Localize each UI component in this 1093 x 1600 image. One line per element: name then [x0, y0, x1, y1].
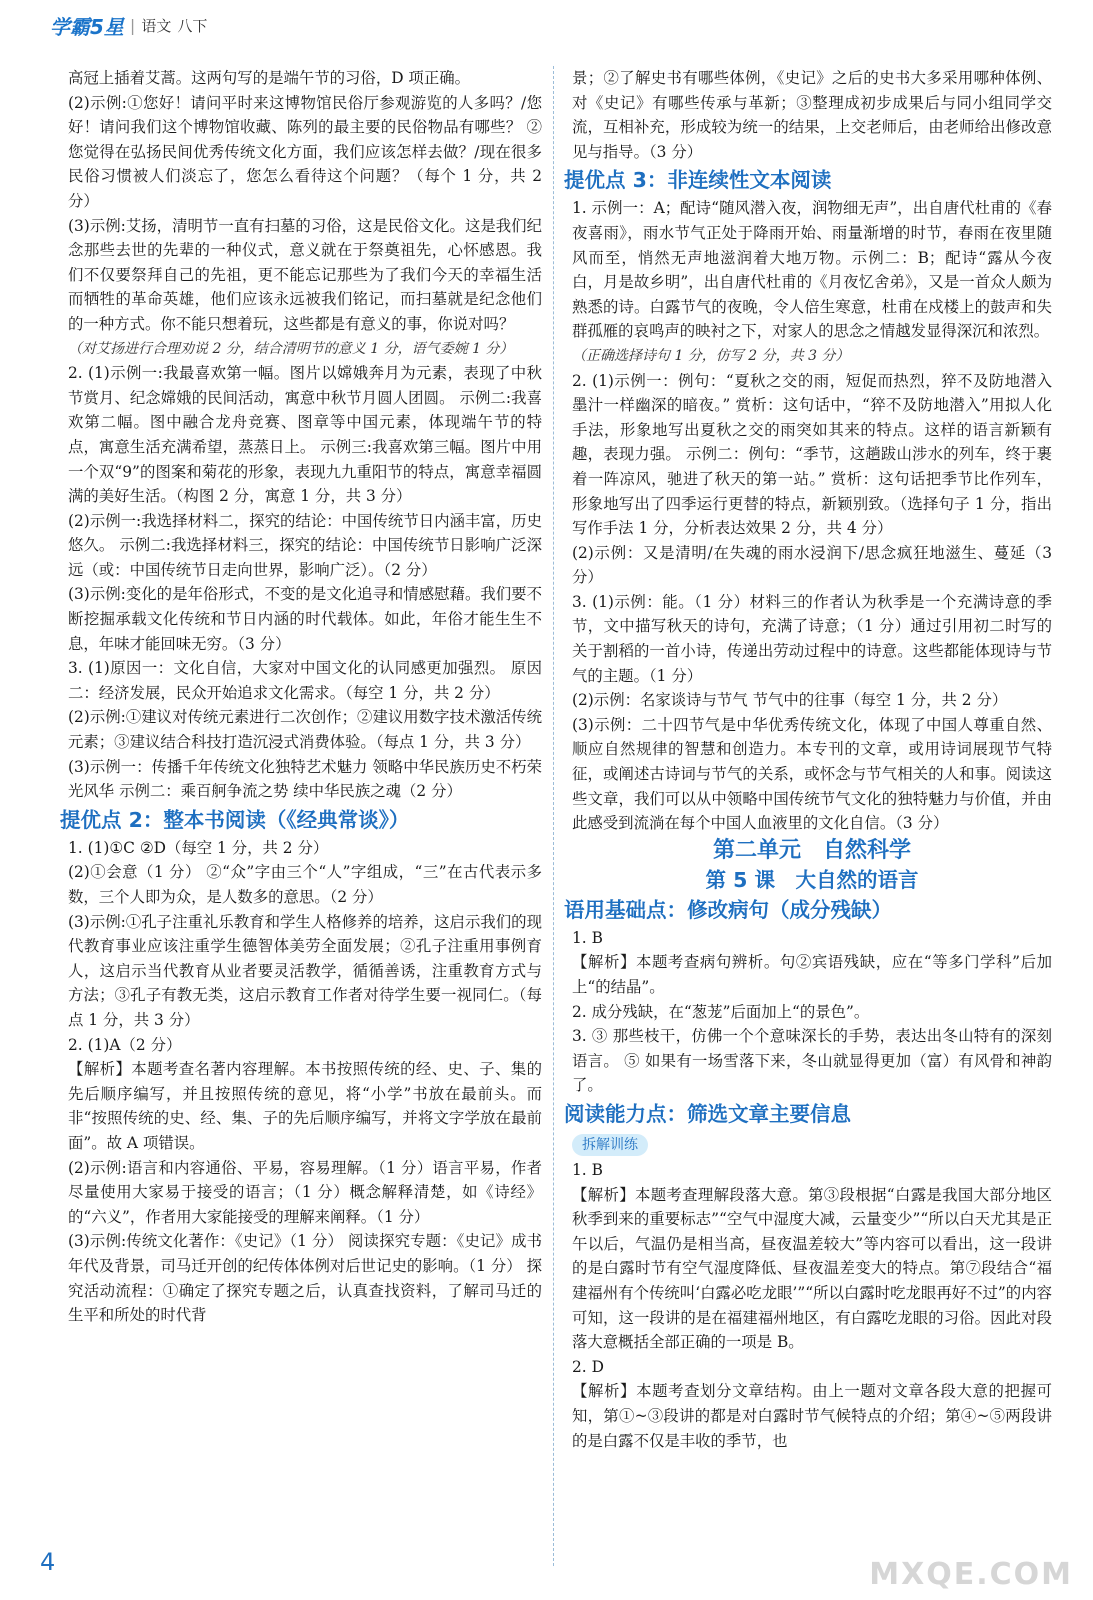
section-heading: 语用基础点：修改病句（成分残缺）	[564, 897, 892, 922]
answer-paragraph: (2)示例：又是清明/在失魂的雨水浸润下/思念疯狂地滋生、蔓延（3 分）	[572, 543, 1057, 587]
section-heading: 提优点 2：整本书阅读（《经典常谈》）	[60, 807, 410, 832]
answer-paragraph: 【解析】本题考查病句辨析。句②宾语残缺，应在“等多门学科”后加上“的结晶”。	[572, 953, 1052, 996]
answer-paragraph: (2)示例：名家谈诗与节气 节气中的往事（每空 1 分，共 2 分）	[572, 691, 1008, 710]
page-header	[50, 8, 207, 42]
answer-paragraph: (2)示例:语言和内容通俗、平易，容易理解。（1 分）语言平易，作者尽量使用大家易于接受的语言；（1 分）概念解释清楚，如《诗经》的“六义”，作者用大家能接受的理解来阐释。（1 分）	[68, 1158, 542, 1226]
right-column	[564, 66, 1057, 1453]
answer-paragraph: (3)示例:艾扬，清明节一直有扫墓的习俗，这是民俗文化。这是我们纪念那些去世的先辈的一种仪式，意义就在于祭奠祖先，心怀感恩。我们不仅要祭拜自己的先祖，更不能忘记那些为了我们今天的幸福生活而牺牲的革命英雄，他们应该永远被我们铭记，而扫墓就是纪念他们的一种方式。你不能只想着玩，这些都是有意义的事，你说对吗？	[68, 216, 542, 333]
question-answer: 3. (1)示例：能。（1 分）材料三的作者认为秋季是一个充满诗意的季节，文中描写秋天的诗句，充满了诗意；（1 分）通过引用初二时写的关于割稻的一首小诗，传递出劳动过程中的诗意。这些都能体现诗与节气的主题。（1 分）	[572, 592, 1052, 685]
question-answer: 2. (1)A（2 分）	[68, 1035, 182, 1054]
lesson-title: 第 5 课 大自然的语言	[705, 867, 919, 892]
answer-paragraph: 景；②了解史书有哪些体例，《史记》之后的史书大多采用哪种体例、对《史记》有哪些传承与革新；③整理成初步成果后与同小组同学交流，互相补充，形成较为统一的结果，上交老师后，由老师给出修改意见与指导。（3 分）	[572, 69, 1052, 161]
question-answer: 1. B	[572, 1160, 603, 1179]
answer-paragraph: 【解析】本题考查名著内容理解。本书按照传统的经、史、子、集的先后顺序编写，并且按照传统的意见，将“小学”书放在最前头。而非“按照传统的史、经、集、子的先后顺序编写，并将文字学放在最前面”。故 A 项错误。	[68, 1060, 542, 1152]
answer-paragraph: (2)示例:①建议对传统元素进行二次创作；②建议用数字技术激活传统元素；③建议结合科技打造沉浸式消费体验。（每点 1 分，共 3 分）	[68, 708, 542, 752]
answer-paragraph: (3)示例:变化的是年俗形式，不变的是文化追寻和情感慰藉。我们要不断挖掘承载文化传统和节日内涵的时代载体。如此，年俗才能生生不息，年味才能回味无穷。（3 分）	[68, 585, 542, 653]
header-grade: 八下	[177, 16, 208, 35]
left-column	[60, 66, 547, 1328]
question-answer: 1. B	[572, 928, 603, 947]
answer-paragraph: 高冠上插着艾蒿。这两句写的是端午节的习俗，D 项正确。	[68, 69, 470, 87]
answer-paragraph: (3)示例:传统文化著作：《史记》（1 分） 阅读探究专题：《史记》成书年代及背景，司马迁开创的纪传体体例对后世记史的影响。（1 分） 探究活动流程：①确定了探究专题之后，认真查找资料，了解司马迁的生平和所处的时代背	[68, 1232, 542, 1325]
question-answer: 2. D	[572, 1357, 604, 1376]
header-subject: 语文	[141, 16, 172, 35]
column-divider	[553, 66, 554, 1566]
question-answer: 3. ③ 那些枝干，仿佛一个个意味深长的手势，表达出冬山特有的深刻语言。 ⑤ 如果有一场雪落下来，冬山就显得更加（富）有风骨和神韵了。	[572, 1027, 1052, 1095]
question-answer: 3. (1)原因一：文化自信，大家对中国文化的认同感更加强烈。 原因二：经济发展，民众开始追求文化需求。（每空 1 分，共 2 分）	[68, 659, 542, 702]
section-heading: 阅读能力点：筛选文章主要信息	[564, 1101, 851, 1126]
answer-paragraph: (3)示例：二十四节气是中华优秀传统文化，体现了中国人尊重自然、顺应自然规律的智慧和创造力。本专刊的文章，或用诗词展现节气特征，或阐述古诗词与节气的关系，或怀念与节气相关的人和事。阅读这些文章，我们可以从中领略中国传统节气文化的独特魅力与价值，并由此感受到流淌在每个中国人血液里的文化自信。（3 分）	[572, 715, 1052, 833]
question-answer: 2. 成分残缺，在“葱茏”后面加上“的景色”。	[572, 1002, 870, 1021]
training-badge: 拆解训练	[572, 1134, 648, 1156]
brand-logo: 学霸5星	[50, 14, 124, 39]
section-heading: 提优点 3：非连续性文本阅读	[564, 168, 832, 193]
answer-paragraph: (2)示例一:我选择材料二，探究的结论：中国传统节日内涵丰富，历史悠久。 示例二:我选择材料三，探究的结论：中国传统节日影响广泛深远（或：中国传统节日走向世界，影响广泛）。（2 分）	[68, 511, 542, 579]
question-answer: 1. 示例一：A；配诗“随风潜入夜，润物细无声”，出自唐代杜甫的《春夜喜雨》，雨水节气正处于降雨开始、雨量渐增的时节，春雨在夜里随风而至，悄然无声地滋润着大地万物。示例二：B；配诗“露从今夜白，月是故乡明”，出自唐代杜甫的《月夜忆舍弟》，又是一首众人颇为熟悉的诗。白露节气的夜晚，令人倍生寒意，杜甫在戍楼上的鼓声和失群孤雁的哀鸣声的映衬之下，对家人的思念之情越发显得深沉和浓烈。	[572, 199, 1052, 341]
question-answer: 2. (1)示例一：例句：“夏秋之交的雨，短促而热烈，猝不及防地潜入墨汁一样幽深的暗夜。” 赏析：这句话中，“猝不及防地潜入”用拟人化手法，形象地写出夏秋之交的雨突如其来的特点。这样的语言新颖有趣，表现力强。 示例二：例句：“季节，这趟跋山涉水的列车，终于裹着一阵凉风，驰进了秋天的第一站。” 赏析：这句话把季节比作列车，形象地写出了四季运行更替的特点，新颖别致。（选择句子 1 分，指出写作手法 1 分，分析表达效果 2 分，共 4 分）	[572, 371, 1052, 538]
header-divider: |	[129, 15, 136, 35]
scoring-note: （对艾扬进行合理劝说 2 分，结合清明节的意义 1 分，语气委婉 1 分）	[68, 340, 514, 357]
page-number: 4	[40, 1548, 56, 1576]
answer-paragraph: (3)示例:①孔子注重礼乐教育和学生人格修养的培养，这启示我们的现代教育事业应该注重学生德智体美劳全面发展；②孔子注重用事例育人，这启示当代教育从业者要灵活教学，循循善诱，注重教育方式与方法；③孔子有教无类，这启示教育工作者对待学生要一视同仁。（每点 1 分，共 3 分）	[68, 912, 542, 1029]
question-answer: 2. (1)示例一:我最喜欢第一幅。图片以嫦娥奔月为元素，表现了中秋节赏月、纪念嫦娥的民间活动，寓意中秋节月圆人团圆。 示例二:我喜欢第二幅。图中融合龙舟竞赛、图章等中国元素，体现端午节的特点，寓意生活充满希望，蒸蒸日上。 示例三:我喜欢第三幅。图片中用一个双“9”的图案和菊花的形象，表现九九重阳节的特点，寓意幸福圆满的美好生活。（构图 2 分，寓意 1 分，共 3 分）	[68, 364, 542, 506]
answer-paragraph: (2)①会意（1 分） ②“众”字由三个“人”字组成，“三”在古代表示多数，三个人即为众，是人数多的意思。（2 分）	[68, 863, 542, 906]
answer-paragraph: 【解析】本题考查理解段落大意。第③段根据“白露是我国大部分地区秋季到来的重要标志”“空气中湿度大减，云量变少”“所以白天尤其是正午以后，气温仍是相当高，昼夜温差较大”等内容可以看出，这一段讲的是白露时节有空气湿度降低、昼夜温差变大的特点。第⑦段结合“福建福州有个传统叫‘白露必吃龙眼’”“所以白露时吃龙眼再好不过”的内容可知，这一段讲的是在福建福州地区，有白露吃龙眼的习俗。因此对段落大意概括全部正确的一项是 B。	[572, 1185, 1052, 1352]
unit-title: 第二单元 自然科学	[712, 837, 911, 863]
watermark: MXQE.COM	[869, 1557, 1073, 1592]
scoring-note: （正确选择诗句 1 分，仿写 2 分，共 3 分）	[572, 347, 850, 364]
answer-paragraph: (3)示例一：传播千年传统文化独特艺术魅力 领略中华民族历史不朽荣光风华 示例二：乘百舸争流之势 续中华民族之魂（2 分）	[68, 757, 542, 801]
answer-paragraph: (2)示例:①您好！请问平时来这博物馆民俗厅参观游览的人多吗？/您好！请问我们这个博物馆收藏、陈列的最主要的民俗物品有哪些？ ②您觉得在弘扬民间优秀传统文化方面，我们应该怎样去做？/现在很多民俗习惯被人们淡忘了，您怎么看待这个问题？（每个 1 分，共 2 分）	[68, 93, 547, 210]
answer-paragraph: 【解析】本题考查划分文章结构。由上一题对文章各段大意的把握可知，第①~③段讲的都是对白露时节气候特点的介绍；第④~⑤两段讲的是白露不仅是丰收的季节，也	[572, 1382, 1052, 1450]
question-answer: 1. (1)①C ②D（每空 1 分，共 2 分）	[68, 838, 329, 857]
